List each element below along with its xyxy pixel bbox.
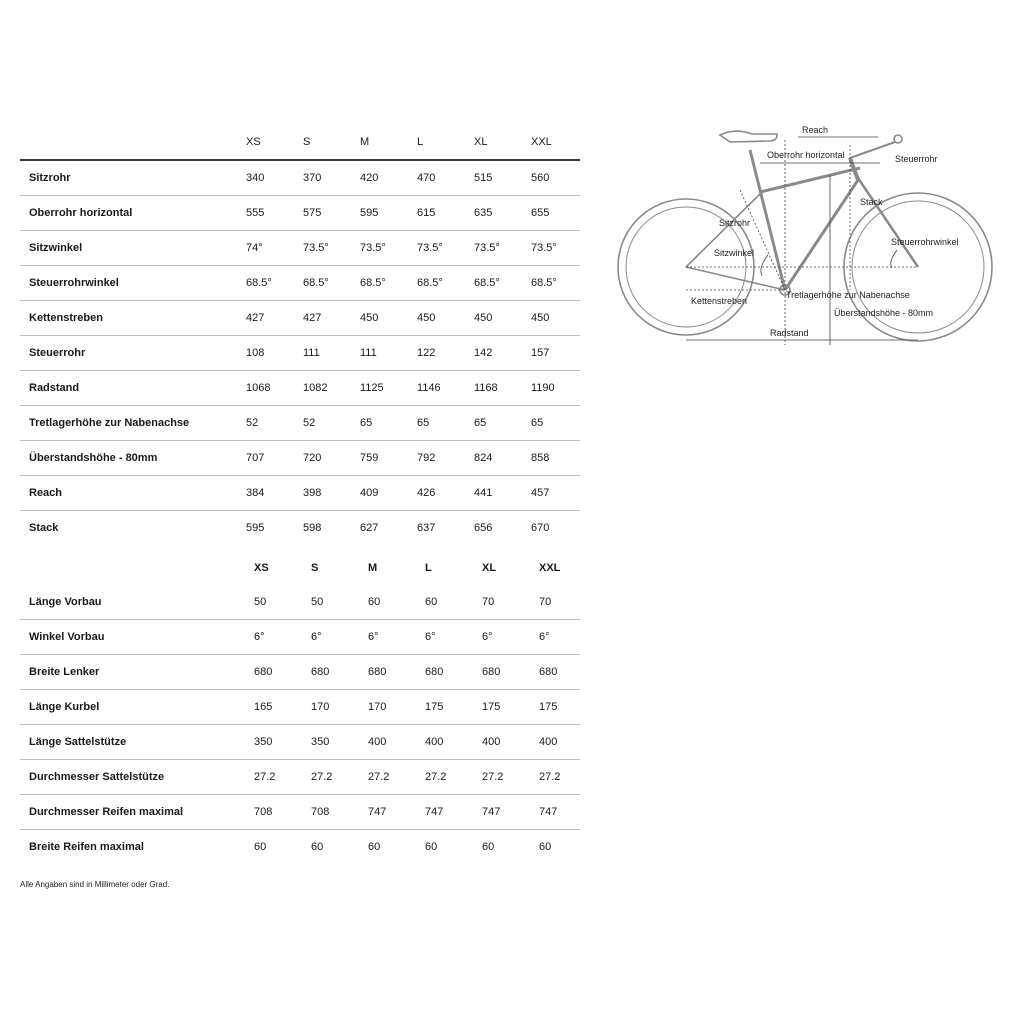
table-cell: 747 bbox=[482, 806, 501, 818]
table-cell: 60 bbox=[482, 841, 495, 853]
table-cell: 350 bbox=[311, 736, 330, 748]
row-label: Durchmesser Reifen maximal bbox=[29, 806, 184, 818]
table-cell: 175 bbox=[425, 701, 444, 713]
table-cell: 70 bbox=[482, 596, 495, 608]
table-cell: 370 bbox=[303, 172, 322, 184]
table-row bbox=[20, 161, 580, 196]
table-cell: 6° bbox=[254, 631, 265, 643]
table-row bbox=[20, 406, 580, 441]
components-table-body bbox=[20, 585, 580, 864]
table-cell: 52 bbox=[246, 417, 259, 429]
row-label: Radstand bbox=[29, 382, 80, 394]
components-table-header bbox=[20, 551, 580, 585]
table-cell: 122 bbox=[417, 347, 436, 359]
label-kettenstreben: Kettenstreben bbox=[691, 296, 748, 306]
table-cell: 70 bbox=[539, 596, 552, 608]
table-cell: 759 bbox=[360, 452, 379, 464]
table-cell: 450 bbox=[417, 312, 436, 324]
table-cell: 65 bbox=[531, 417, 544, 429]
table-cell: 111 bbox=[303, 347, 320, 359]
table-cell: 65 bbox=[417, 417, 430, 429]
table-cell: 165 bbox=[254, 701, 273, 713]
size-header-m: M bbox=[368, 562, 378, 574]
table-cell: 175 bbox=[539, 701, 558, 713]
row-label: Länge Sattelstütze bbox=[29, 736, 127, 748]
geometry-table-body bbox=[20, 161, 580, 545]
table-cell: 427 bbox=[303, 312, 322, 324]
table-cell: 470 bbox=[417, 172, 436, 184]
size-header-m: M bbox=[360, 136, 370, 148]
table-cell: 27.2 bbox=[311, 771, 333, 783]
table-cell: 426 bbox=[417, 487, 436, 499]
table-row bbox=[20, 266, 580, 301]
table-cell: 111 bbox=[360, 347, 377, 359]
table-row bbox=[20, 196, 580, 231]
table-cell: 824 bbox=[474, 452, 493, 464]
row-label: Oberrohr horizontal bbox=[29, 207, 133, 219]
table-cell: 68.5° bbox=[360, 277, 386, 289]
table-cell: 680 bbox=[254, 666, 273, 678]
footnote: Alle Angaben sind in Millimeter oder Grad. bbox=[20, 880, 170, 889]
table-cell: 747 bbox=[539, 806, 558, 818]
table-row bbox=[20, 655, 580, 690]
row-label: Kettenstreben bbox=[29, 312, 103, 324]
table-cell: 73.5° bbox=[303, 242, 329, 254]
table-cell: 170 bbox=[368, 701, 387, 713]
table-cell: 108 bbox=[246, 347, 265, 359]
table-cell: 1082 bbox=[303, 382, 328, 394]
table-cell: 1190 bbox=[531, 382, 555, 394]
row-label: Stack bbox=[29, 522, 59, 534]
table-cell: 420 bbox=[360, 172, 379, 184]
label-steuerrohrwinkel: Steuerrohrwinkel bbox=[891, 237, 959, 247]
label-sitzrohr: Sitzrohr bbox=[719, 218, 751, 228]
table-cell: 708 bbox=[254, 806, 273, 818]
table-cell: 670 bbox=[531, 522, 550, 534]
table-row bbox=[20, 690, 580, 725]
table-row bbox=[20, 301, 580, 336]
bike-geometry-diagram bbox=[610, 118, 1000, 358]
table-cell: 1146 bbox=[417, 382, 441, 394]
table-cell: 747 bbox=[425, 806, 444, 818]
table-cell: 157 bbox=[531, 347, 550, 359]
chainstay bbox=[686, 267, 785, 290]
table-cell: 708 bbox=[311, 806, 330, 818]
table-cell: 74° bbox=[246, 242, 263, 254]
table-cell: 427 bbox=[246, 312, 265, 324]
table-cell: 400 bbox=[368, 736, 387, 748]
table-cell: 747 bbox=[368, 806, 387, 818]
table-cell: 68.5° bbox=[303, 277, 329, 289]
table-cell: 615 bbox=[417, 207, 436, 219]
table-cell: 635 bbox=[474, 207, 493, 219]
seat-tube bbox=[750, 150, 785, 290]
seat-angle-arc bbox=[761, 255, 768, 276]
table-row bbox=[20, 725, 580, 760]
row-label: Sitzwinkel bbox=[29, 242, 83, 254]
table-cell: 142 bbox=[474, 347, 493, 359]
table-cell: 595 bbox=[360, 207, 379, 219]
table-cell: 73.5° bbox=[531, 242, 557, 254]
table-cell: 400 bbox=[482, 736, 501, 748]
table-cell: 68.5° bbox=[417, 277, 443, 289]
row-label: Reach bbox=[29, 487, 63, 499]
table-cell: 792 bbox=[417, 452, 436, 464]
label-stack: Stack bbox=[860, 197, 883, 207]
table-cell: 52 bbox=[303, 417, 316, 429]
table-cell: 6° bbox=[539, 631, 550, 643]
row-label: Länge Kurbel bbox=[29, 701, 100, 713]
saddle bbox=[720, 131, 777, 142]
table-cell: 60 bbox=[311, 841, 324, 853]
table-cell: 707 bbox=[246, 452, 265, 464]
row-label: Breite Reifen maximal bbox=[29, 841, 144, 853]
table-cell: 627 bbox=[360, 522, 379, 534]
table-cell: 1168 bbox=[474, 382, 498, 394]
components-table bbox=[20, 551, 580, 864]
size-header-xxl: XXL bbox=[539, 562, 561, 574]
label-tretlager: Tretlagerhöhe zur Nabenachse bbox=[786, 290, 910, 300]
table-cell: 450 bbox=[360, 312, 379, 324]
table-cell: 73.5° bbox=[474, 242, 500, 254]
table-cell: 27.2 bbox=[539, 771, 561, 783]
table-row bbox=[20, 441, 580, 476]
stem-bar bbox=[850, 142, 895, 158]
table-row bbox=[20, 336, 580, 371]
table-cell: 398 bbox=[303, 487, 322, 499]
table-cell: 27.2 bbox=[425, 771, 447, 783]
row-label: Sitzrohr bbox=[29, 172, 71, 184]
table-cell: 27.2 bbox=[368, 771, 390, 783]
table-cell: 409 bbox=[360, 487, 379, 499]
row-label: Überstandshöhe - 80mm bbox=[29, 452, 158, 464]
table-cell: 6° bbox=[425, 631, 436, 643]
table-cell: 680 bbox=[482, 666, 501, 678]
table-cell: 384 bbox=[246, 487, 265, 499]
size-header-xxl: XXL bbox=[531, 136, 552, 148]
table-row bbox=[20, 620, 580, 655]
table-cell: 457 bbox=[531, 487, 550, 499]
table-cell: 73.5° bbox=[360, 242, 386, 254]
table-cell: 27.2 bbox=[482, 771, 504, 783]
table-cell: 680 bbox=[539, 666, 558, 678]
table-cell: 68.5° bbox=[531, 277, 557, 289]
table-cell: 598 bbox=[303, 522, 322, 534]
table-cell: 68.5° bbox=[474, 277, 500, 289]
table-cell: 60 bbox=[539, 841, 552, 853]
table-cell: 60 bbox=[425, 841, 438, 853]
table-cell: 400 bbox=[539, 736, 558, 748]
table-cell: 170 bbox=[311, 701, 330, 713]
table-row bbox=[20, 231, 580, 266]
table-cell: 27.2 bbox=[254, 771, 276, 783]
table-cell: 441 bbox=[474, 487, 493, 499]
table-row bbox=[20, 371, 580, 406]
table-cell: 1125 bbox=[360, 382, 384, 394]
row-label: Winkel Vorbau bbox=[29, 631, 105, 643]
label-reach: Reach bbox=[802, 125, 829, 135]
label-oberrohr: Oberrohr horizontal bbox=[767, 150, 845, 160]
size-header-xs: XS bbox=[246, 136, 261, 148]
table-row bbox=[20, 830, 580, 864]
size-header-l: L bbox=[425, 562, 432, 574]
table-cell: 680 bbox=[368, 666, 387, 678]
table-row bbox=[20, 511, 580, 545]
row-label: Breite Lenker bbox=[29, 666, 100, 678]
size-header-xl: XL bbox=[482, 562, 497, 574]
table-cell: 175 bbox=[482, 701, 501, 713]
table-cell: 680 bbox=[311, 666, 330, 678]
table-cell: 350 bbox=[254, 736, 273, 748]
row-label: Tretlagerhöhe zur Nabenachse bbox=[29, 417, 190, 429]
table-cell: 656 bbox=[474, 522, 493, 534]
size-header-xl: XL bbox=[474, 136, 488, 148]
table-cell: 60 bbox=[254, 841, 267, 853]
table-cell: 575 bbox=[303, 207, 322, 219]
size-header-xs: XS bbox=[254, 562, 269, 574]
table-cell: 65 bbox=[474, 417, 487, 429]
table-cell: 65 bbox=[360, 417, 373, 429]
top-tube bbox=[760, 168, 860, 192]
table-cell: 560 bbox=[531, 172, 550, 184]
table-cell: 450 bbox=[474, 312, 493, 324]
label-radstand: Radstand bbox=[770, 328, 809, 338]
table-cell: 595 bbox=[246, 522, 265, 534]
table-cell: 73.5° bbox=[417, 242, 443, 254]
table-cell: 68.5° bbox=[246, 277, 272, 289]
fork bbox=[856, 175, 918, 267]
handlebar-end bbox=[894, 135, 902, 143]
table-row bbox=[20, 585, 580, 620]
table-row bbox=[20, 760, 580, 795]
row-label: Länge Vorbau bbox=[29, 596, 102, 608]
table-cell: 555 bbox=[246, 207, 265, 219]
table-cell: 1068 bbox=[246, 382, 271, 394]
row-label: Durchmesser Sattelstütze bbox=[29, 771, 165, 783]
size-header-l: L bbox=[417, 136, 424, 148]
row-label: Steuerrohrwinkel bbox=[29, 277, 119, 289]
table-cell: 6° bbox=[368, 631, 379, 643]
table-cell: 858 bbox=[531, 452, 550, 464]
table-row bbox=[20, 795, 580, 830]
table-cell: 515 bbox=[474, 172, 493, 184]
table-cell: 60 bbox=[368, 596, 381, 608]
table-cell: 450 bbox=[531, 312, 550, 324]
row-label: Steuerrohr bbox=[29, 347, 86, 359]
table-cell: 680 bbox=[425, 666, 444, 678]
table-row bbox=[20, 476, 580, 511]
table-cell: 637 bbox=[417, 522, 436, 534]
table-cell: 50 bbox=[254, 596, 267, 608]
label-steuerrohr: Steuerrohr bbox=[895, 154, 938, 164]
table-cell: 655 bbox=[531, 207, 550, 219]
geometry-table bbox=[20, 125, 580, 545]
table-cell: 50 bbox=[311, 596, 324, 608]
label-sitzwinkel: Sitzwinkel bbox=[714, 248, 755, 258]
table-cell: 400 bbox=[425, 736, 444, 748]
head-angle-arc bbox=[891, 250, 897, 268]
table-cell: 60 bbox=[368, 841, 381, 853]
size-header-s: S bbox=[311, 562, 319, 574]
table-cell: 6° bbox=[482, 631, 493, 643]
table-cell: 340 bbox=[246, 172, 265, 184]
down-tube bbox=[785, 180, 858, 290]
table-cell: 720 bbox=[303, 452, 322, 464]
table-cell: 60 bbox=[425, 596, 438, 608]
label-ueberstand: Überstandshöhe - 80mm bbox=[834, 308, 934, 318]
size-header-s: S bbox=[303, 136, 311, 148]
table-cell: 6° bbox=[311, 631, 322, 643]
geometry-table-header bbox=[20, 125, 580, 161]
